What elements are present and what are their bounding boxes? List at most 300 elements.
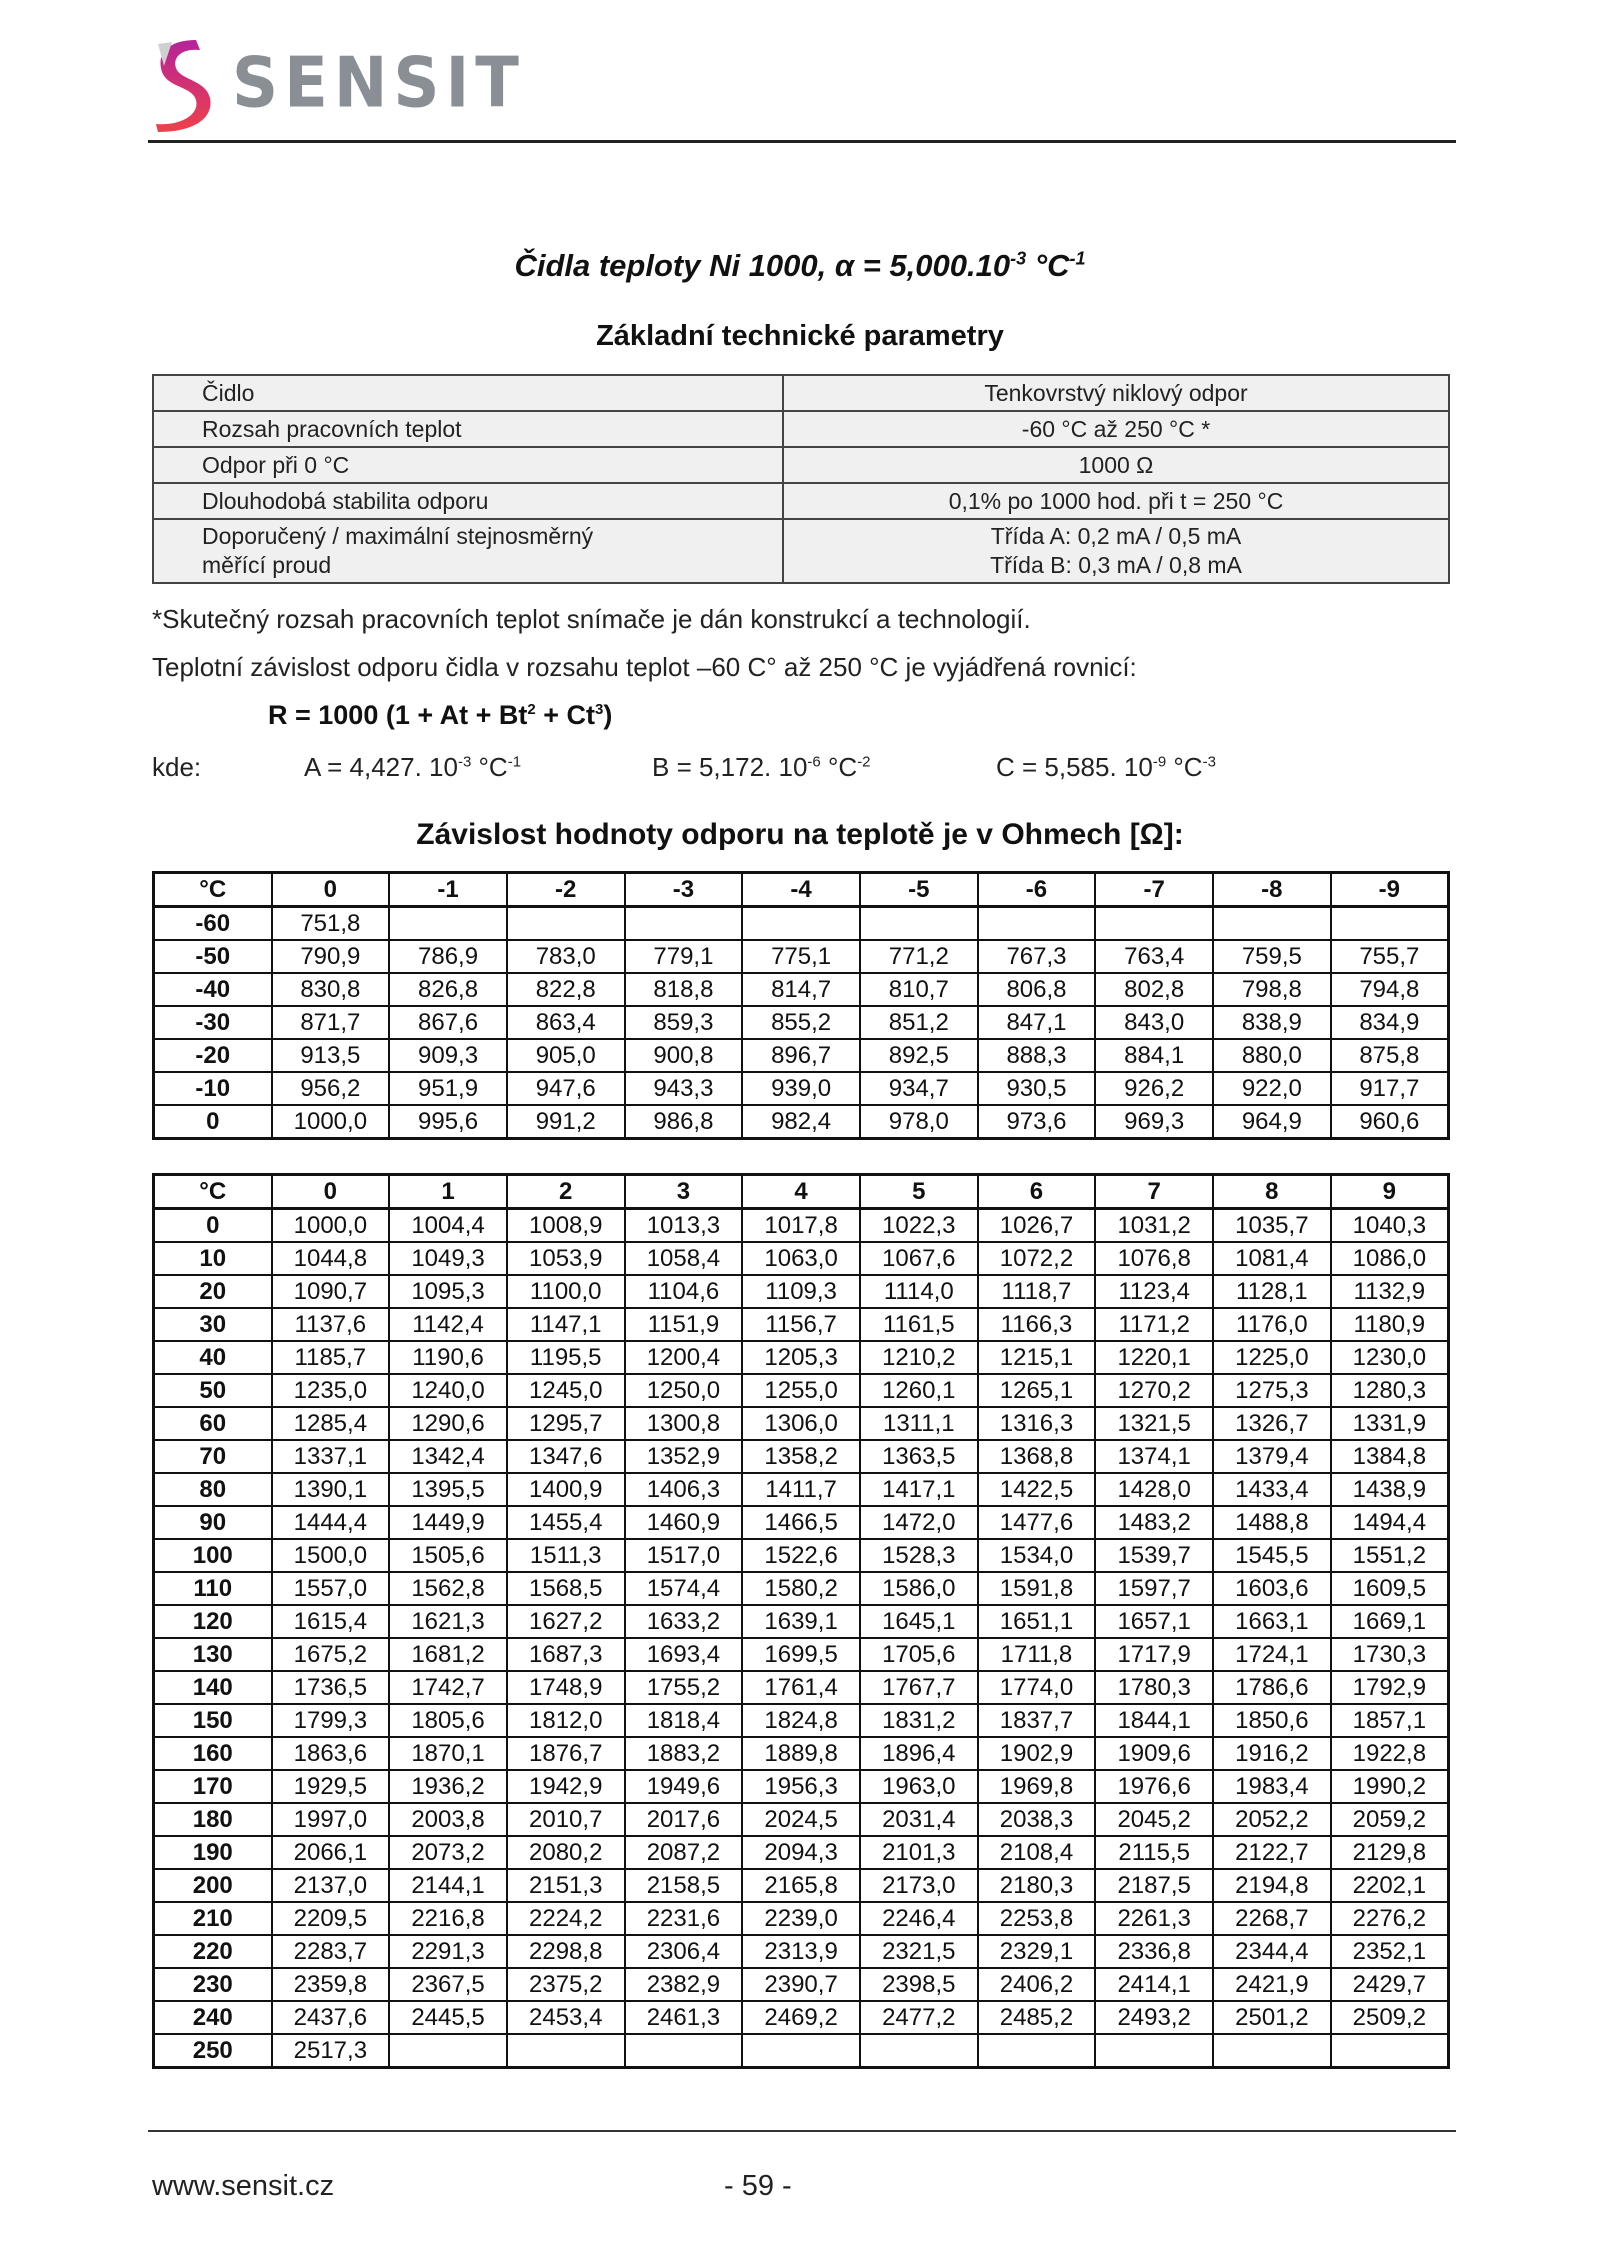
resistance-cell: [1213, 2034, 1331, 2068]
resistance-cell: 1104,6: [625, 1275, 743, 1308]
resistance-cell: 2066,1: [272, 1836, 390, 1869]
resistance-cell: 1255,0: [742, 1374, 860, 1407]
resistance-cell: 2509,2: [1331, 2001, 1449, 2034]
resistance-cell: [507, 2034, 625, 2068]
resistance-cell: 779,1: [625, 940, 743, 973]
resistance-cell: 1717,9: [1095, 1638, 1213, 1671]
row-header-cell: 80: [154, 1473, 272, 1506]
resistance-cell: 798,8: [1213, 973, 1331, 1006]
row-header-cell: 60: [154, 1407, 272, 1440]
resistance-cell: 2122,7: [1213, 1836, 1331, 1869]
resistance-cell: 1693,4: [625, 1638, 743, 1671]
table-row: [154, 2034, 1449, 2068]
resistance-cell: 2087,2: [625, 1836, 743, 1869]
resistance-cell: 847,1: [978, 1006, 1096, 1039]
resistance-cell: 1780,3: [1095, 1671, 1213, 1704]
resistance-cell: 2038,3: [978, 1803, 1096, 1836]
resistance-cell: [625, 2034, 743, 2068]
resistance-cell: 2202,1: [1331, 1869, 1449, 1902]
resistance-cell: 755,7: [1331, 940, 1449, 973]
positive-temperature-table: [152, 1173, 1450, 2069]
resistance-cell: 1639,1: [742, 1605, 860, 1638]
table-row: [154, 1275, 1449, 1308]
resistance-cell: 2352,1: [1331, 1935, 1449, 1968]
resistance-cell: 1742,7: [389, 1671, 507, 1704]
resistance-cell: 1500,0: [272, 1539, 390, 1572]
resistance-cell: 1466,5: [742, 1506, 860, 1539]
parameters-heading: Základní technické parametry: [596, 320, 1004, 352]
resistance-cell: 2231,6: [625, 1902, 743, 1935]
resistance-cell: 2367,5: [389, 1968, 507, 2001]
row-header-cell: 10: [154, 1242, 272, 1275]
resistance-cell: 838,9: [1213, 1006, 1331, 1039]
resistance-cell: 1736,5: [272, 1671, 390, 1704]
parameter-label: Rozsah pracovních teplot: [153, 411, 783, 447]
resistance-cell: 1417,1: [860, 1473, 978, 1506]
parameter-value: -60 °C až 250 °C *: [783, 411, 1449, 447]
resistance-cell: 790,9: [272, 940, 390, 973]
resistance-cell: 1786,6: [1213, 1671, 1331, 1704]
resistance-cell: 1123,4: [1095, 1275, 1213, 1308]
table-header-row: [154, 873, 1449, 907]
resistance-cell: 2306,4: [625, 1935, 743, 1968]
resistance-cell: 1844,1: [1095, 1704, 1213, 1737]
resistance-cell: 2137,0: [272, 1869, 390, 1902]
resistance-cell: 1142,4: [389, 1308, 507, 1341]
page-number: - 59 -: [724, 2170, 792, 2202]
resistance-cell: 1799,3: [272, 1704, 390, 1737]
resistance-cell: [625, 907, 743, 941]
resistance-cell: 1545,5: [1213, 1539, 1331, 1572]
resistance-cell: 2453,4: [507, 2001, 625, 2034]
resistance-cell: 1761,4: [742, 1671, 860, 1704]
resistance-cell: 1494,4: [1331, 1506, 1449, 1539]
resistance-cell: 1663,1: [1213, 1605, 1331, 1638]
resistance-cell: 1270,2: [1095, 1374, 1213, 1407]
resistance-cell: 1379,4: [1213, 1440, 1331, 1473]
document-title: Čidla teploty Ni 1000, $\alpha = 5,000.10^{-3}$ $^\circ C^{-1}$: [514, 248, 1086, 283]
resistance-cell: 1805,6: [389, 1704, 507, 1737]
resistance-cell: 1949,6: [625, 1770, 743, 1803]
resistance-cell: 1539,7: [1095, 1539, 1213, 1572]
resistance-cell: 1976,6: [1095, 1770, 1213, 1803]
resistance-cell: 851,2: [860, 1006, 978, 1039]
resistance-cell: 2261,3: [1095, 1902, 1213, 1935]
resistance-cell: 1411,7: [742, 1473, 860, 1506]
dependency-text: Teplotní závislost odporu čidla v rozsahu teplot –60 C° až 250 °C je vyjádřená rovnicí:: [152, 652, 1137, 682]
parameter-label: Čidlo: [153, 375, 783, 411]
table-row: [154, 973, 1449, 1006]
column-header-cell: -7: [1095, 873, 1213, 907]
resistance-cell: 1176,0: [1213, 1308, 1331, 1341]
resistance-cell: 1185,7: [272, 1341, 390, 1374]
table-row: [154, 1072, 1449, 1105]
resistance-cell: 2180,3: [978, 1869, 1096, 1902]
resistance-cell: 2059,2: [1331, 1803, 1449, 1836]
resistance-cell: 896,7: [742, 1039, 860, 1072]
resistance-cell: 1488,8: [1213, 1506, 1331, 1539]
resistance-cell: 859,3: [625, 1006, 743, 1039]
header-divider: [148, 140, 1456, 143]
resistance-cell: 2445,5: [389, 2001, 507, 2034]
resistance-cell: 863,4: [507, 1006, 625, 1039]
resistance-cell: 1522,6: [742, 1539, 860, 1572]
table-row: [154, 1803, 1449, 1836]
resistance-cell: 2414,1: [1095, 1968, 1213, 2001]
resistance-cell: 2216,8: [389, 1902, 507, 1935]
resistance-cell: 1621,3: [389, 1605, 507, 1638]
resistance-cell: 2461,3: [625, 2001, 743, 2034]
resistance-cell: 1792,9: [1331, 1671, 1449, 1704]
resistance-cell: 830,8: [272, 973, 390, 1006]
resistance-cell: 2313,9: [742, 1935, 860, 1968]
table-row: [154, 1242, 1449, 1275]
coefficient-c: C = 5,585. $10^{-9}$ $^\circ C^{-3}$: [996, 752, 1216, 782]
resistance-cell: 1969,8: [978, 1770, 1096, 1803]
resistance-cell: 978,0: [860, 1105, 978, 1139]
column-header-cell: -3: [625, 873, 743, 907]
resistance-cell: [742, 2034, 860, 2068]
resistance-cell: [742, 907, 860, 941]
resistance-cell: 2276,2: [1331, 1902, 1449, 1935]
resistance-cell: 2398,5: [860, 1968, 978, 2001]
resistance-cell: [978, 907, 1096, 941]
table-row: [154, 1506, 1449, 1539]
resistance-cell: 1902,9: [978, 1737, 1096, 1770]
resistance-cell: 2173,0: [860, 1869, 978, 1902]
column-header-cell: 8: [1213, 1175, 1331, 1209]
resistance-cell: 1983,4: [1213, 1770, 1331, 1803]
table-row: [154, 1374, 1449, 1407]
resistance-cell: 905,0: [507, 1039, 625, 1072]
resistance-cell: 2017,6: [625, 1803, 743, 1836]
row-header-cell: 230: [154, 1968, 272, 2001]
resistance-cell: 1031,2: [1095, 1209, 1213, 1243]
table-row: [154, 1006, 1449, 1039]
resistance-cell: 1058,4: [625, 1242, 743, 1275]
resistance-cell: 1562,8: [389, 1572, 507, 1605]
resistance-cell: 1210,2: [860, 1341, 978, 1374]
unit-header-cell: °C: [154, 1175, 272, 1209]
table-row: [154, 1638, 1449, 1671]
resistance-cell: 1767,7: [860, 1671, 978, 1704]
parameter-row: [153, 447, 1449, 483]
row-header-cell: 40: [154, 1341, 272, 1374]
resistance-cell: [389, 907, 507, 941]
resistance-cell: 922,0: [1213, 1072, 1331, 1105]
resistance-cell: [1331, 2034, 1449, 2068]
resistance-cell: 1483,2: [1095, 1506, 1213, 1539]
resistance-cell: 1433,4: [1213, 1473, 1331, 1506]
resistance-cell: 900,8: [625, 1039, 743, 1072]
resistance-cell: 1755,2: [625, 1671, 743, 1704]
table-row: [154, 907, 1449, 941]
resistance-cell: 1053,9: [507, 1242, 625, 1275]
resistance-cell: [1331, 907, 1449, 941]
column-header-cell: -8: [1213, 873, 1331, 907]
resistance-cell: 995,6: [389, 1105, 507, 1139]
row-header-cell: 70: [154, 1440, 272, 1473]
parameter-value-class-a: Třída A: 0,2 mA / 0,5 mA: [990, 523, 1242, 549]
row-header-cell: 220: [154, 1935, 272, 1968]
resistance-cell: 1040,3: [1331, 1209, 1449, 1243]
resistance-cell: 1505,6: [389, 1539, 507, 1572]
table-row: [154, 1968, 1449, 2001]
resistance-cell: 1072,2: [978, 1242, 1096, 1275]
row-header-cell: -30: [154, 1006, 272, 1039]
resistance-cell: 947,6: [507, 1072, 625, 1105]
resistance-cell: 1230,0: [1331, 1341, 1449, 1374]
resistance-cell: [978, 2034, 1096, 2068]
resistance-cell: 1363,5: [860, 1440, 978, 1473]
resistance-cell: 1748,9: [507, 1671, 625, 1704]
column-header-cell: 9: [1331, 1175, 1449, 1209]
resistance-cell: 1295,7: [507, 1407, 625, 1440]
resistance-cell: 1812,0: [507, 1704, 625, 1737]
resistance-cell: 1109,3: [742, 1275, 860, 1308]
resistance-cell: 1876,7: [507, 1737, 625, 1770]
resistance-cell: 2437,6: [272, 2001, 390, 2034]
resistance-cell: 1675,2: [272, 1638, 390, 1671]
resistance-cell: 767,3: [978, 940, 1096, 973]
brand-name: SENSIT: [232, 44, 525, 124]
resistance-cell: 1669,1: [1331, 1605, 1449, 1638]
resistance-cell: 1166,3: [978, 1308, 1096, 1341]
resistance-cell: 1081,4: [1213, 1242, 1331, 1275]
table-row: [154, 1209, 1449, 1243]
column-header-cell: -1: [389, 873, 507, 907]
resistance-cell: 1896,4: [860, 1737, 978, 1770]
table-row: [154, 1341, 1449, 1374]
resistance-cell: 1942,9: [507, 1770, 625, 1803]
resistance-cell: 1831,2: [860, 1704, 978, 1737]
resistance-cell: 1651,1: [978, 1605, 1096, 1638]
resistance-cell: 1922,8: [1331, 1737, 1449, 1770]
resistance-cell: 1225,0: [1213, 1341, 1331, 1374]
resistance-cell: 2239,0: [742, 1902, 860, 1935]
resistance-cell: 1342,4: [389, 1440, 507, 1473]
table-row: [154, 1935, 1449, 1968]
resistance-cell: 1260,1: [860, 1374, 978, 1407]
column-header-cell: -5: [860, 873, 978, 907]
resistance-cell: 2094,3: [742, 1836, 860, 1869]
unit-header-cell: °C: [154, 873, 272, 907]
table-row: [154, 1039, 1449, 1072]
resistance-cell: 1147,1: [507, 1308, 625, 1341]
resistance-cell: 1936,2: [389, 1770, 507, 1803]
resistance-cell: 1557,0: [272, 1572, 390, 1605]
row-header-cell: -50: [154, 940, 272, 973]
resistance-cell: 1008,9: [507, 1209, 625, 1243]
resistance-cell: [507, 907, 625, 941]
resistance-cell: 2010,7: [507, 1803, 625, 1836]
parameter-value: Tenkovrstvý niklový odpor: [783, 375, 1449, 411]
resistance-cell: 1597,7: [1095, 1572, 1213, 1605]
resistance-cell: 2485,2: [978, 2001, 1096, 2034]
resistance-cell: 814,7: [742, 973, 860, 1006]
resistance-cell: 1455,4: [507, 1506, 625, 1539]
resistance-cell: 751,8: [272, 907, 390, 941]
resistance-cell: 1609,5: [1331, 1572, 1449, 1605]
resistance-cell: 1076,8: [1095, 1242, 1213, 1275]
resistance-cell: 1997,0: [272, 1803, 390, 1836]
resistance-cell: 1151,9: [625, 1308, 743, 1341]
row-header-cell: 250: [154, 2034, 272, 2068]
table-row: [154, 1671, 1449, 1704]
resistance-cell: 2165,8: [742, 1869, 860, 1902]
resistance-cell: 2158,5: [625, 1869, 743, 1902]
resistance-cell: 867,6: [389, 1006, 507, 1039]
resistance-cell: 1180,9: [1331, 1308, 1449, 1341]
resistance-cell: 1711,8: [978, 1638, 1096, 1671]
resistance-cell: 759,5: [1213, 940, 1331, 973]
resistance-cell: 1100,0: [507, 1275, 625, 1308]
resistance-cell: 1285,4: [272, 1407, 390, 1440]
resistance-cell: 1818,4: [625, 1704, 743, 1737]
resistance-cell: 1044,8: [272, 1242, 390, 1275]
resistance-cell: 1137,6: [272, 1308, 390, 1341]
row-header-cell: 180: [154, 1803, 272, 1836]
resistance-cell: 2144,1: [389, 1869, 507, 1902]
coefficient-b: B = 5,172. $10^{-6}$ $^\circ C^{-2}$: [652, 752, 871, 782]
resistance-cell: 1645,1: [860, 1605, 978, 1638]
resistance-cell: 1090,7: [272, 1275, 390, 1308]
resistance-cell: [1095, 907, 1213, 941]
row-header-cell: 200: [154, 1869, 272, 1902]
resistance-cell: 810,7: [860, 973, 978, 1006]
resistance-cell: 1705,6: [860, 1638, 978, 1671]
row-header-cell: 130: [154, 1638, 272, 1671]
table-row: [154, 1539, 1449, 1572]
resistance-cell: 843,0: [1095, 1006, 1213, 1039]
resistance-cell: 951,9: [389, 1072, 507, 1105]
resistance-cell: 1627,2: [507, 1605, 625, 1638]
resistance-cell: 2187,5: [1095, 1869, 1213, 1902]
resistance-cell: 1517,0: [625, 1539, 743, 1572]
resistance-cell: 1086,0: [1331, 1242, 1449, 1275]
resistance-cell: 1316,3: [978, 1407, 1096, 1440]
column-header-cell: 6: [978, 1175, 1096, 1209]
resistance-cell: 1422,5: [978, 1473, 1096, 1506]
resistance-cell: 2080,2: [507, 1836, 625, 1869]
resistance-cell: 2344,4: [1213, 1935, 1331, 1968]
resistance-cell: 875,8: [1331, 1039, 1449, 1072]
row-header-cell: 0: [154, 1105, 272, 1139]
resistance-cell: 1511,3: [507, 1539, 625, 1572]
resistance-cell: [860, 2034, 978, 2068]
resistance-cell: 2298,8: [507, 1935, 625, 1968]
resistance-cell: 1568,5: [507, 1572, 625, 1605]
parameter-row: [153, 375, 1449, 411]
resistance-cell: [860, 907, 978, 941]
parameter-label: Dlouhodobá stabilita odporu: [153, 483, 783, 519]
negative-temperature-table: [152, 871, 1450, 1140]
resistance-cell: 834,9: [1331, 1006, 1449, 1039]
row-header-cell: 160: [154, 1737, 272, 1770]
resistance-cell: 2493,2: [1095, 2001, 1213, 2034]
resistance-cell: 1132,9: [1331, 1275, 1449, 1308]
resistance-cell: 2382,9: [625, 1968, 743, 2001]
resistance-cell: 2115,5: [1095, 1836, 1213, 1869]
resistance-cell: 1586,0: [860, 1572, 978, 1605]
row-header-cell: 0: [154, 1209, 272, 1243]
footer-website: www.sensit.cz: [152, 2170, 335, 2202]
resistance-cell: 1200,4: [625, 1341, 743, 1374]
table-row: [154, 2001, 1449, 2034]
resistance-cell: 1681,2: [389, 1638, 507, 1671]
resistance-cell: 2045,2: [1095, 1803, 1213, 1836]
resistance-cell: 871,7: [272, 1006, 390, 1039]
resistance-cell: 1384,8: [1331, 1440, 1449, 1473]
resistance-cell: 2151,3: [507, 1869, 625, 1902]
resistance-cell: 1311,1: [860, 1407, 978, 1440]
resistance-cell: 1837,7: [978, 1704, 1096, 1737]
column-header-cell: 1: [389, 1175, 507, 1209]
resistance-cell: 1687,3: [507, 1638, 625, 1671]
row-header-cell: 90: [154, 1506, 272, 1539]
resistance-cell: 2073,2: [389, 1836, 507, 1869]
resistance-cell: 1909,6: [1095, 1737, 1213, 1770]
resistance-cell: 880,0: [1213, 1039, 1331, 1072]
table-row: [154, 1572, 1449, 1605]
sensit-logo: [148, 36, 525, 132]
resistance-cell: 786,9: [389, 940, 507, 973]
resistance-cell: 2209,5: [272, 1902, 390, 1935]
resistance-cell: 1347,6: [507, 1440, 625, 1473]
row-header-cell: 240: [154, 2001, 272, 2034]
resistance-cell: 2421,9: [1213, 1968, 1331, 2001]
resistance-cell: 802,8: [1095, 973, 1213, 1006]
resistance-cell: 1095,3: [389, 1275, 507, 1308]
resistance-cell: 1580,2: [742, 1572, 860, 1605]
row-header-cell: 100: [154, 1539, 272, 1572]
resistance-cell: 1774,0: [978, 1671, 1096, 1704]
column-header-cell: -4: [742, 873, 860, 907]
resistance-cell: 1850,6: [1213, 1704, 1331, 1737]
resistance-cell: 1190,6: [389, 1341, 507, 1374]
resistance-cell: 1300,8: [625, 1407, 743, 1440]
resistance-cell: [1095, 2034, 1213, 2068]
resistance-cell: 939,0: [742, 1072, 860, 1105]
resistance-cell: 2224,2: [507, 1902, 625, 1935]
resistance-cell: 1724,1: [1213, 1638, 1331, 1671]
resistance-cell: 969,3: [1095, 1105, 1213, 1139]
resistance-cell: 1026,7: [978, 1209, 1096, 1243]
column-header-cell: 4: [742, 1175, 860, 1209]
table-row: [154, 1605, 1449, 1638]
resistance-cell: 2246,4: [860, 1902, 978, 1935]
resistance-cell: 1534,0: [978, 1539, 1096, 1572]
table-row: [154, 1770, 1449, 1803]
footer-divider: [148, 2130, 1456, 2132]
row-header-cell: 190: [154, 1836, 272, 1869]
resistance-cell: [1213, 907, 1331, 941]
row-header-cell: 50: [154, 1374, 272, 1407]
sensit-logo-icon: [148, 36, 218, 132]
row-header-cell: -20: [154, 1039, 272, 1072]
resistance-cell: 806,8: [978, 973, 1096, 1006]
resistance-cell: 1017,8: [742, 1209, 860, 1243]
resistance-cell: 943,3: [625, 1072, 743, 1105]
resistance-cell: 2003,8: [389, 1803, 507, 1836]
resistance-cell: 2129,8: [1331, 1836, 1449, 1869]
resistance-cell: 2501,2: [1213, 2001, 1331, 2034]
table-row: [154, 1869, 1449, 1902]
row-header-cell: 120: [154, 1605, 272, 1638]
resistance-cell: 1337,1: [272, 1440, 390, 1473]
resistance-cell: 1990,2: [1331, 1770, 1449, 1803]
resistance-cell: 960,6: [1331, 1105, 1449, 1139]
